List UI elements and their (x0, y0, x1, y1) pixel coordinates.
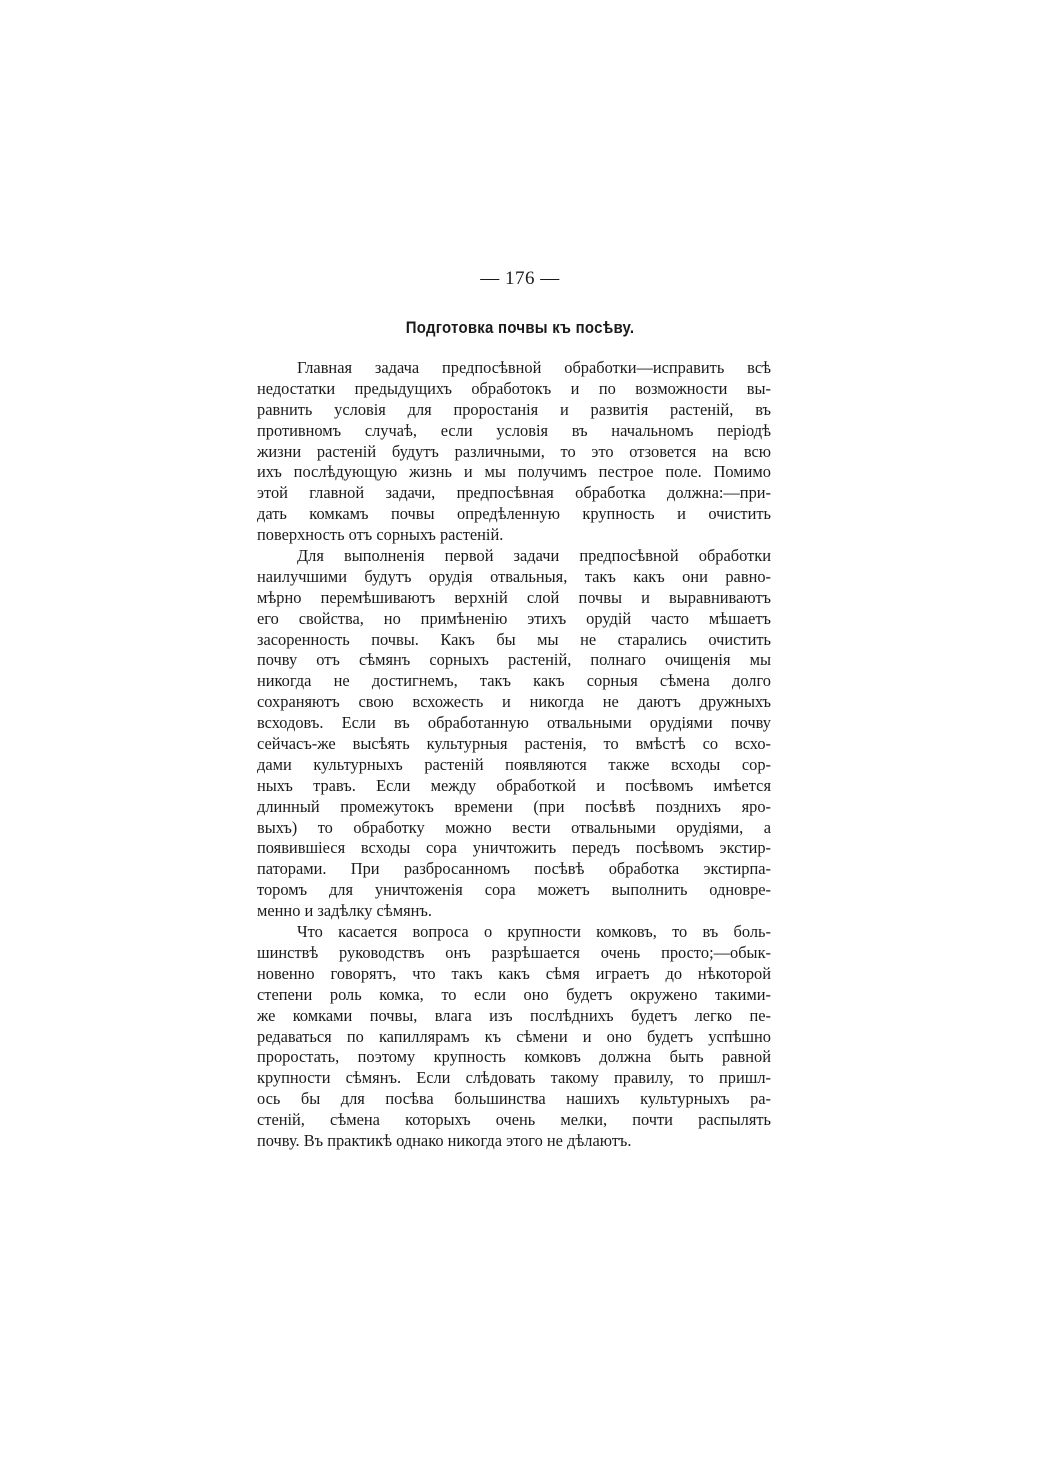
text-line: менно и задѣлку сѣмянъ. (257, 901, 432, 921)
text-line: стеній, сѣмена которыхъ очень мелки, почти распылять (257, 1110, 771, 1130)
text-line: степени роль комка, то если оно будетъ окружено такими- (257, 984, 771, 1004)
text-line: наилучшими будутъ орудія отвальныя, такъ какъ они равно- (257, 566, 771, 586)
text-line: Для выполненія первой задачи предпосѣвной обработки (297, 546, 771, 566)
text-line: крупности сѣмянъ. Если слѣдовать такому правилу, то пришл- (257, 1068, 771, 1088)
text-line: этой главной задачи, предпосѣвная обработка должна:—при- (257, 483, 771, 503)
text-line: выхъ) то обработку можно вести отвальными орудіями, а (257, 817, 771, 837)
text-line: жизни растеній будутъ различными, то это отзовется на всю (257, 441, 771, 461)
page-number: — 176 — (480, 268, 560, 289)
paragraph (257, 922, 771, 1152)
text-line: паторами. При разбросанномъ посѣвѣ обработка экстирпа- (257, 859, 771, 879)
text-line: появившіеся всходы сора уничтожить передъ посѣвомъ экстир- (257, 838, 771, 858)
text-line: никогда не достигнемъ, такъ какъ сорныя сѣмена долго (257, 671, 771, 691)
text-line: ось бы для посѣва большинства нашихъ культурныхъ ра- (257, 1089, 771, 1109)
text-line: редаваться по капиллярамъ къ сѣмени и оно будетъ успѣшно (257, 1026, 771, 1046)
text-line: торомъ для уничтоженія сора можетъ выполнить одновре- (257, 880, 771, 900)
text-line: шинствѣ руководствъ онъ разрѣшается очень просто;—обык- (257, 942, 771, 962)
text-line: же комками почвы, влага изъ послѣднихъ будетъ легко пе- (257, 1005, 771, 1025)
paragraph (257, 546, 771, 922)
text-line: проростать, поэтому крупность комковъ должна быть равной (257, 1047, 771, 1067)
body-text (257, 358, 771, 1152)
text-line: Главная задача предпосѣвной обработки—исправить всѣ (297, 358, 771, 377)
text-line: Что касается вопроса о крупности комковъ, то въ боль- (297, 922, 771, 942)
text-line: ихъ послѣдующую жизнь и мы получимъ пестрое поле. Помимо (257, 462, 771, 482)
text-line: мѣрно перемѣшиваютъ верхній слой почвы и выравниваютъ (257, 587, 771, 607)
section-heading: Подготовка почвы къ посѣву. (405, 318, 635, 337)
text-line: его свойства, но примѣненію этихъ орудій часто мѣшаетъ (257, 608, 771, 628)
text-line: засоренность почвы. Какъ бы мы не старались очистить (257, 629, 771, 649)
text-line: длинный промежутокъ времени (при посѣвѣ позднихъ яро- (257, 796, 771, 816)
text-line: всходовъ. Если въ обработанную отвальными орудіями почву (257, 713, 771, 733)
text-line: сейчасъ-же высѣять культурныя растенія, то вмѣстѣ со всхо- (257, 734, 771, 754)
text-line: недостатки предыдущихъ обработокъ и по возможности вы- (257, 378, 771, 398)
paragraph (257, 358, 771, 546)
text-line: дать комкамъ почвы опредѣленную крупность и очистить (257, 504, 771, 524)
text-line: сохраняютъ свою всхожесть и никогда не даютъ дружныхъ (257, 692, 771, 712)
text-line: поверхность отъ сорныхъ растеній. (257, 525, 504, 545)
text-line: ныхъ травъ. Если между обработкой и посѣвомъ имѣется (257, 775, 771, 795)
text-line: дами культурныхъ растеній появляются также всходы сор- (257, 754, 771, 774)
text-line: почву. Въ практикѣ однако никогда этого не дѣлаютъ. (257, 1130, 632, 1150)
text-line: почву отъ сѣмянъ сорныхъ растеній, полнаго очищенія мы (257, 650, 771, 670)
text-line: равнить условія для проростанія и развитія растеній, въ (257, 399, 771, 419)
text-line: противномъ случаѣ, если условія въ начальномъ періодѣ (257, 420, 771, 440)
text-line: новенно говорятъ, что такъ какъ сѣмя играетъ до нѣкоторой (257, 963, 771, 983)
